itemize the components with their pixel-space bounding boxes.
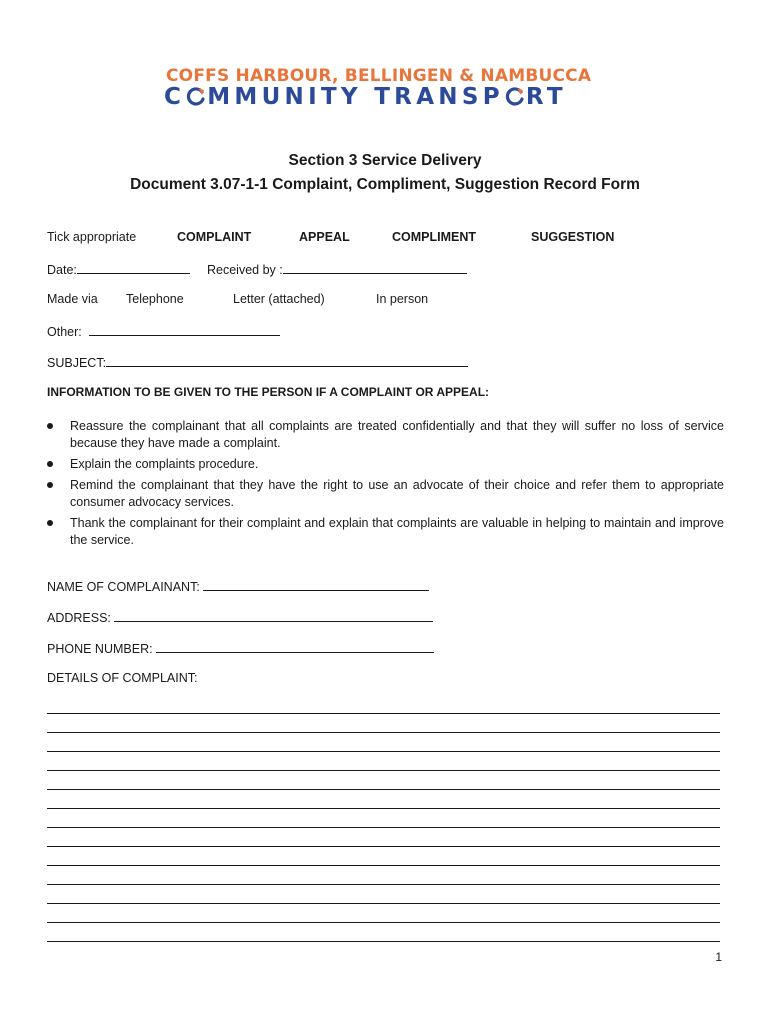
details-line[interactable] — [47, 751, 720, 752]
phone-blank[interactable] — [156, 640, 434, 653]
list-item-text: Remind the complainant that they have the right to use an advocate of their choice and refer them to appropriate consumer advocacy services. — [70, 478, 724, 509]
details-line[interactable] — [47, 808, 720, 809]
subject-label: SUBJECT: — [47, 356, 107, 370]
list-item-text: Thank the complainant for their complaint and explain that complaints are valuable in helping to maintain and improve the service. — [70, 516, 724, 547]
option-compliment[interactable]: COMPLIMENT — [392, 230, 477, 244]
address-label: ADDRESS: — [47, 611, 111, 625]
list-item — [46, 418, 724, 452]
list-item — [46, 515, 724, 549]
option-complaint[interactable]: COMPLAINT — [177, 230, 252, 244]
logo-region-text: COFFS HARBOUR, BELLINGEN & NAMBUCCA — [166, 66, 592, 86]
other-label: Other: — [47, 325, 82, 339]
tick-label: Tick appropriate — [47, 230, 137, 244]
other-blank[interactable] — [89, 323, 280, 336]
info-heading: INFORMATION TO BE GIVEN TO THE PERSON IF A COMPLAINT OR APPEAL: — [47, 385, 490, 399]
bullet-icon — [47, 482, 53, 488]
details-line[interactable] — [47, 732, 720, 733]
logo-wordmark-end: RT — [525, 84, 567, 110]
list-item-text: Reassure the complainant that all complaints are treated confidentially and that they will suffer no loss of service because they have made a complaint. — [70, 419, 724, 450]
option-appeal[interactable]: APPEAL — [299, 230, 350, 244]
phone-field — [47, 640, 434, 656]
bullet-icon — [47, 461, 53, 467]
details-line[interactable] — [47, 865, 720, 866]
logo-wordmark-middle: MMUNITY TRANSP — [207, 84, 504, 110]
received-by-blank[interactable] — [283, 261, 467, 274]
bullet-icon — [47, 520, 53, 526]
community-transport-logo — [164, 66, 614, 110]
details-line[interactable] — [47, 770, 720, 771]
details-line[interactable] — [47, 713, 720, 714]
address-field — [47, 609, 433, 625]
section-title: Section 3 Service Delivery — [288, 152, 482, 169]
name-blank[interactable] — [203, 578, 429, 591]
details-line[interactable] — [47, 884, 720, 885]
details-line[interactable] — [47, 789, 720, 790]
details-line[interactable] — [47, 827, 720, 828]
details-line[interactable] — [47, 903, 720, 904]
phone-label: PHONE NUMBER: — [47, 642, 153, 656]
details-line[interactable] — [47, 941, 720, 942]
made-via-label: Made via — [47, 292, 98, 306]
received-by-field — [207, 261, 467, 277]
page-number: 1 — [715, 950, 722, 964]
details-line[interactable] — [47, 846, 720, 847]
information-list — [46, 418, 724, 553]
name-label: NAME OF COMPLAINANT: — [47, 580, 200, 594]
list-item — [46, 456, 724, 473]
logo-wordmark — [164, 84, 614, 110]
address-blank[interactable] — [114, 609, 433, 622]
name-field — [47, 578, 429, 594]
date-label: Date: — [47, 263, 77, 277]
other-field — [47, 323, 280, 339]
subject-field — [47, 354, 468, 370]
made-via-letter[interactable]: Letter (attached) — [233, 292, 325, 306]
details-label: DETAILS OF COMPLAINT: — [47, 671, 198, 685]
made-via-in-person[interactable]: In person — [376, 292, 429, 306]
document-title: Document 3.07-1-1 Complaint, Compliment, Suggestion Record Form — [130, 176, 640, 193]
list-item-text: Explain the complaints procedure. — [70, 457, 259, 471]
list-item — [46, 477, 724, 511]
received-by-label: Received by : — [207, 263, 283, 277]
option-suggestion[interactable]: SUGGESTION — [531, 230, 615, 244]
subject-blank[interactable] — [106, 354, 468, 367]
logo-circular-arrow-icon — [186, 86, 206, 106]
details-line[interactable] — [47, 922, 720, 923]
date-blank[interactable] — [77, 261, 190, 274]
logo-circular-arrow-icon-2 — [505, 86, 525, 106]
bullet-icon — [47, 423, 53, 429]
date-field — [47, 261, 190, 277]
logo-letter-c: C — [164, 84, 186, 110]
made-via-telephone[interactable]: Telephone — [126, 292, 184, 306]
